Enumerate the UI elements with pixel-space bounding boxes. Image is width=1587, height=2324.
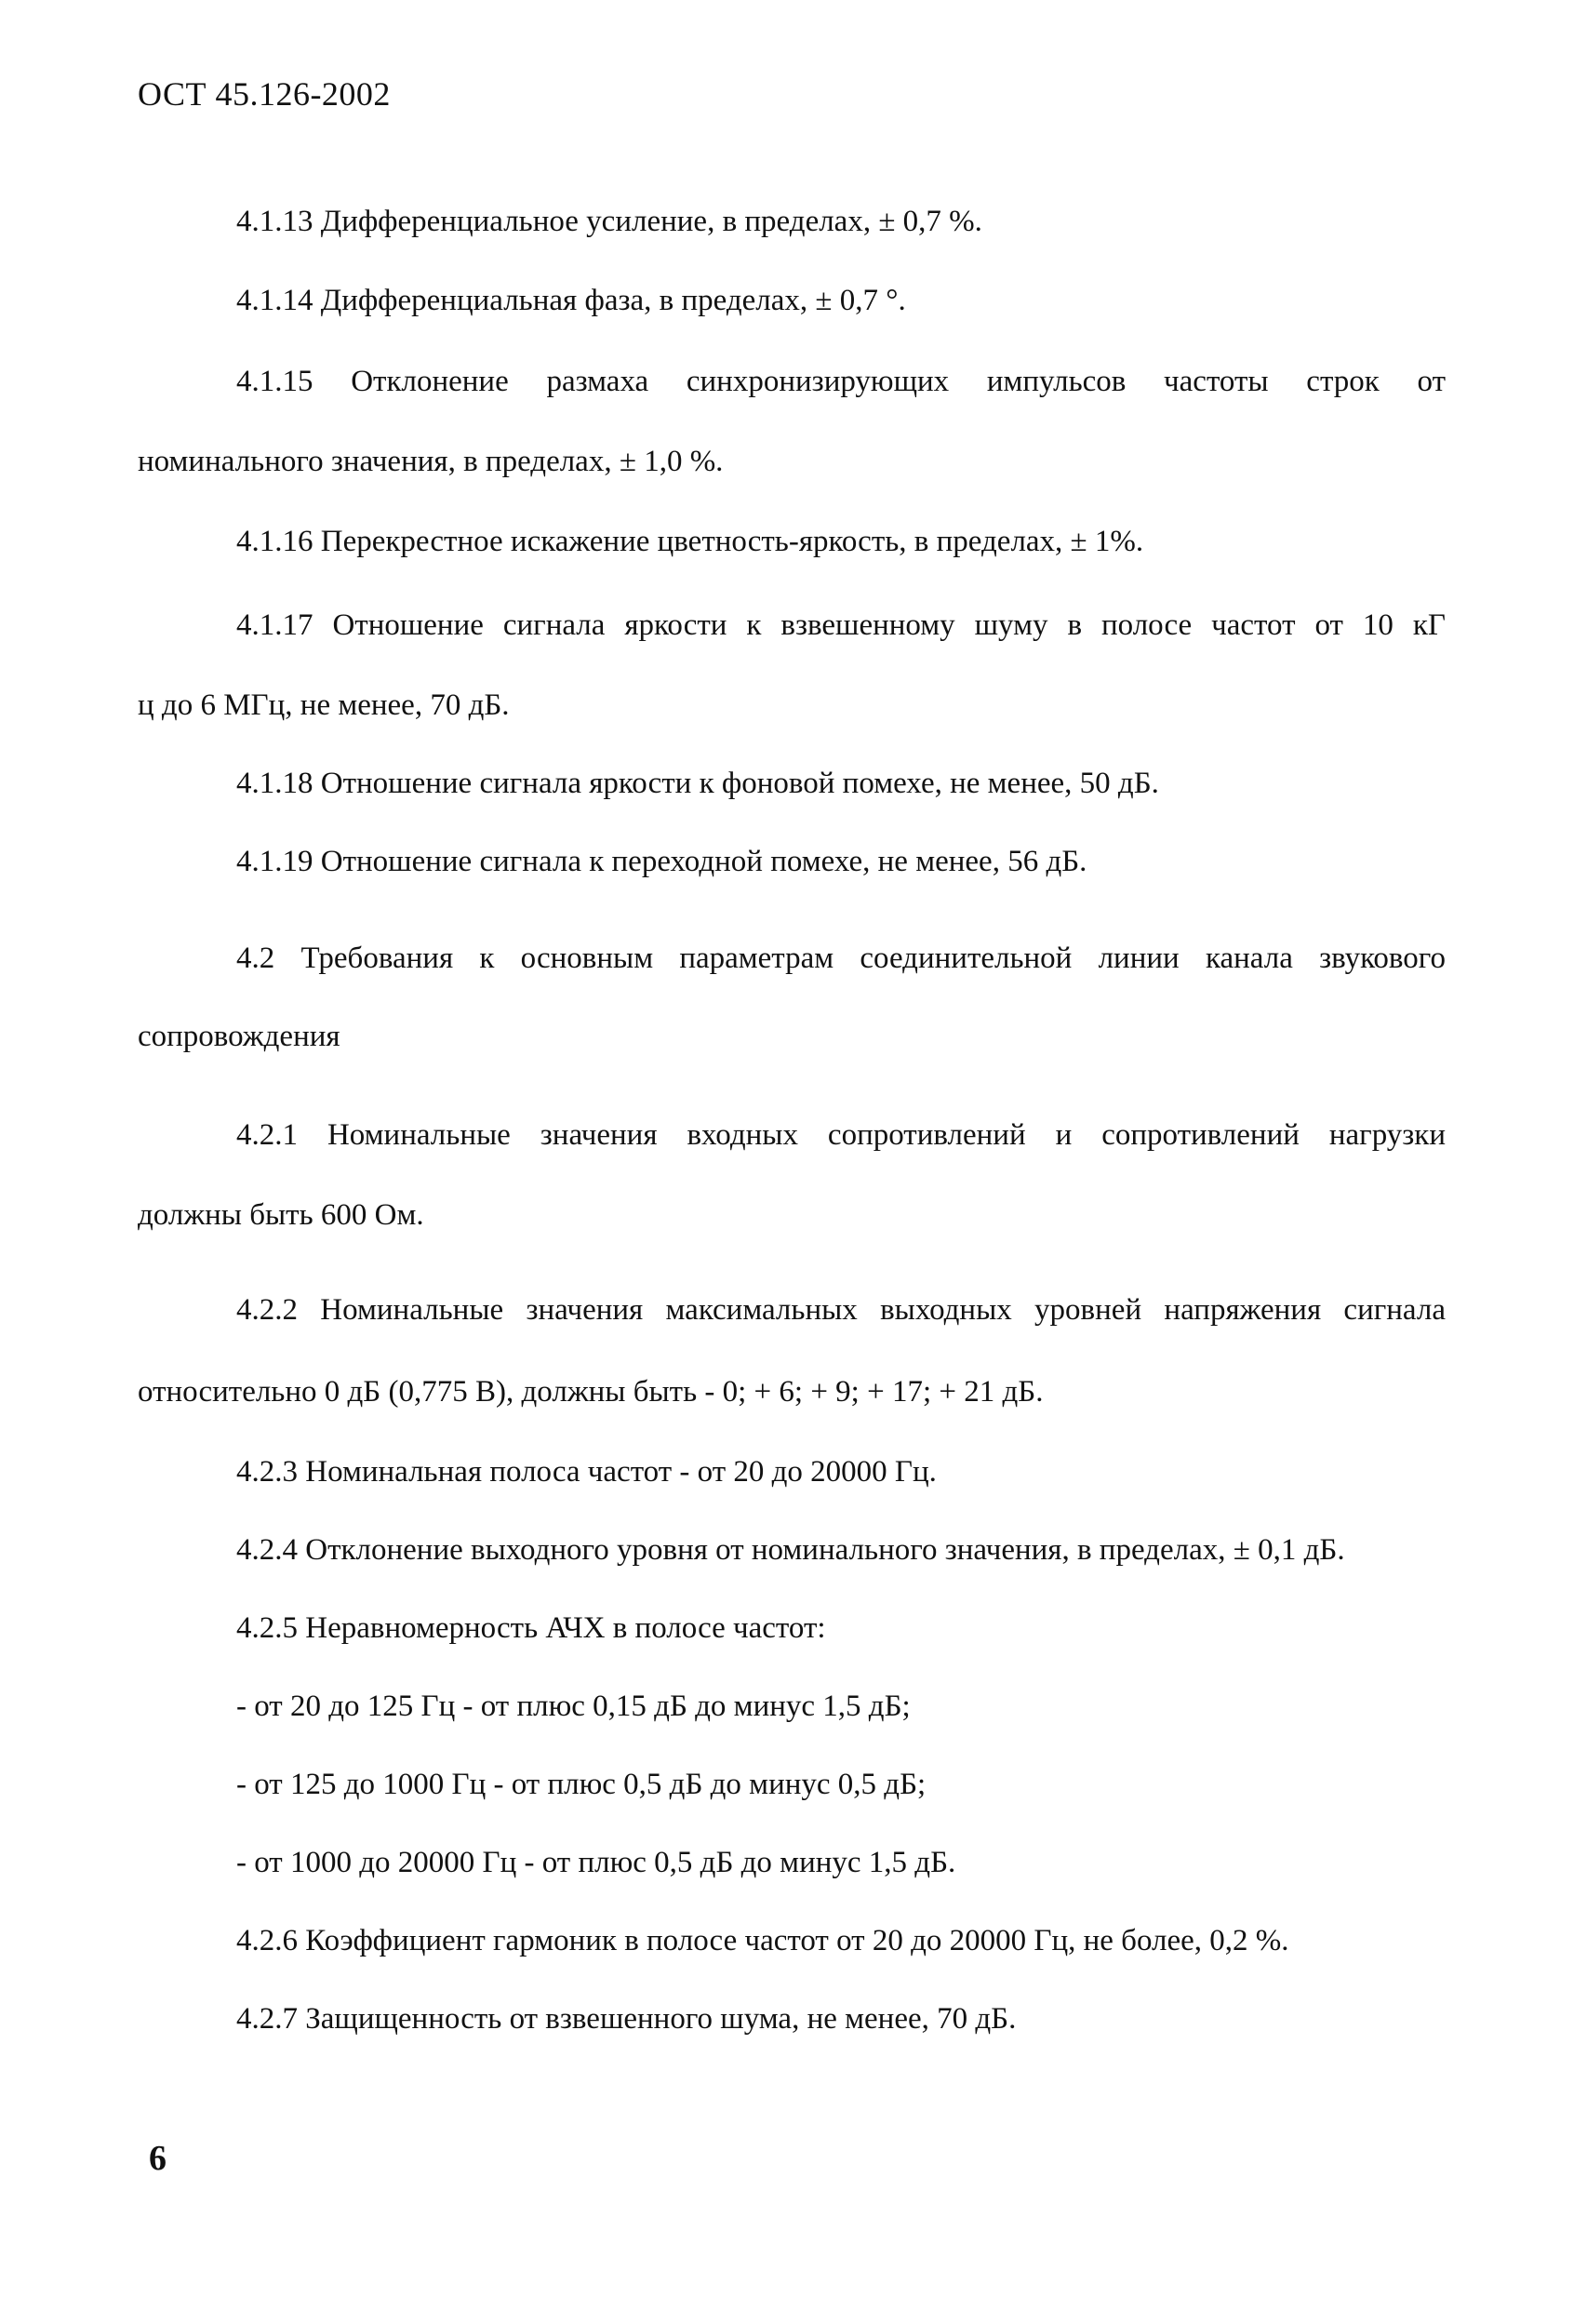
paragraph-4-1-15-line2: номинального значения, в пределах, ± 1,0 %. xyxy=(138,445,724,478)
page-number: 6 xyxy=(149,2139,167,2178)
paragraph-4-2-4: 4.2.4 Отклонение выходного уровня от номинального значения, в пределах, ± 0,1 дБ. xyxy=(236,1533,1345,1567)
paragraph-4-1-18: 4.1.18 Отношение сигнала яркости к фоновой помехе, не менее, 50 дБ. xyxy=(236,767,1159,800)
paragraph-4-2-3: 4.2.3 Номинальная полоса частот - от 20 до 20000 Гц. xyxy=(236,1455,937,1489)
paragraph-4-2-2-line1: 4.2.2 Номинальные значения максимальных выходных уровней напряжения сигнала xyxy=(236,1293,1446,1327)
paragraph-4-2-1-line2: должны быть 600 Ом. xyxy=(138,1198,424,1232)
paragraph-4-1-13: 4.1.13 Дифференциальное усиление, в пределах, ± 0,7 %. xyxy=(236,205,982,238)
document-header: ОСТ 45.126-2002 xyxy=(138,75,391,113)
list-item-4-2-5-2: - от 125 до 1000 Гц - от плюс 0,5 дБ до минус 0,5 дБ; xyxy=(236,1768,927,1801)
paragraph-4-2-2-line2: относительно 0 дБ (0,775 В), должны быть - 0; + 6; + 9; + 17; + 21 дБ. xyxy=(138,1375,1044,1409)
list-item-4-2-5-3: - от 1000 до 20000 Гц - от плюс 0,5 дБ до минус 1,5 дБ. xyxy=(236,1846,956,1879)
section-4-2-heading-line2: сопровождения xyxy=(138,1020,340,1053)
paragraph-4-1-19: 4.1.19 Отношение сигнала к переходной помехе, не менее, 56 дБ. xyxy=(236,845,1087,878)
paragraph-4-2-1-line1: 4.2.1 Номинальные значения входных сопротивлений и сопротивлений нагрузки xyxy=(236,1118,1446,1152)
paragraph-4-2-5: 4.2.5 Неравномерность АЧХ в полосе частот: xyxy=(236,1611,826,1645)
section-4-2-heading-line1: 4.2 Требования к основным параметрам соединительной линии канала звукового xyxy=(236,942,1446,975)
paragraph-4-1-15-line1: 4.1.15 Отклонение размаха синхронизирующих импульсов частоты строк от xyxy=(236,365,1446,398)
paragraph-4-1-14: 4.1.14 Дифференциальная фаза, в пределах, ± 0,7 °. xyxy=(236,284,906,317)
paragraph-4-1-17-line1: 4.1.17 Отношение сигнала яркости к взвешенному шуму в полосе частот от 10 кГ xyxy=(236,608,1446,642)
paragraph-4-2-7: 4.2.7 Защищенность от взвешенного шума, не менее, 70 дБ. xyxy=(236,2002,1017,2036)
paragraph-4-2-6: 4.2.6 Коэффициент гармоник в полосе частот от 20 до 20000 Гц, не более, 0,2 %. xyxy=(236,1924,1289,1957)
paragraph-4-1-17-line2: ц до 6 МГц, не менее, 70 дБ. xyxy=(138,688,510,722)
list-item-4-2-5-1: - от 20 до 125 Гц - от плюс 0,15 дБ до минус 1,5 дБ; xyxy=(236,1690,911,1723)
paragraph-4-1-16: 4.1.16 Перекрестное искажение цветность-яркость, в пределах, ± 1%. xyxy=(236,525,1144,558)
